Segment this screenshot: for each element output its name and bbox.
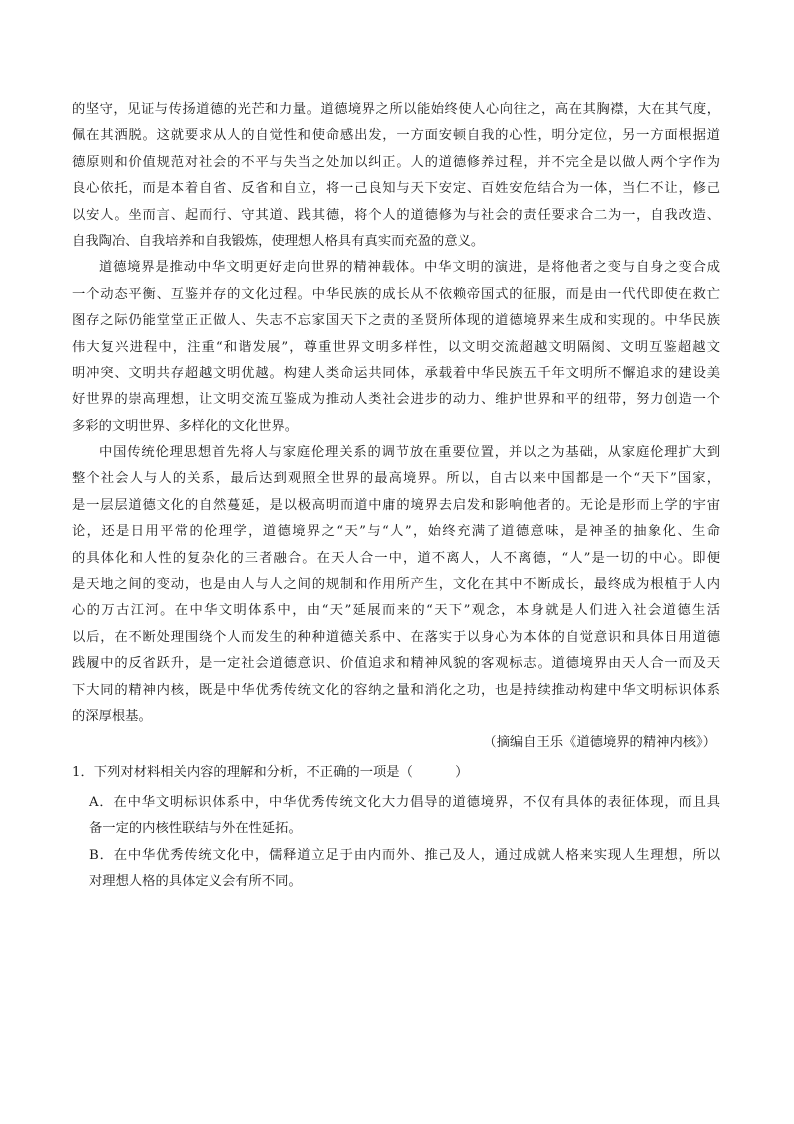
paragraph-1 [72,97,720,255]
text-line: 践履中的反省跃升，是一定社会道德意识、价值追求和精神风貌的客观标志。道德境界由天人合一而及天 [72,656,720,672]
text-line: 好世界的崇高理想，让文明交流互鉴成为推动人类社会进步的动力、维护世界和平的纽带，努力创造一个 [72,392,720,408]
question-1 [72,760,720,896]
text-line: 的深厚根基。 [72,708,152,724]
text-line: 的坚守，见证与传扬道德的光芒和力量。道德境界之所以能始终使人心向往之，高在其胸襟，大在其气度， [72,102,720,117]
option-a-line: A．在中华文明标识体系中，中华优秀传统文化大力倡导的道德境界，不仅有具体的表征体现，而且具 [89,794,720,810]
option-a-line: 备一定的内核性联结与外在性延拓。 [89,821,302,837]
text-line: 多彩的文明世界、多样化的文化世界。 [72,418,299,434]
text-line: 德原则和价值规范对社会的不平与失当之处加以纠正。人的道德修养过程，并不完全是以做人两个字作为 [72,154,720,170]
question-stem: 1．下列对材料相关内容的理解和分析，不正确的一项是（ ） [72,764,469,780]
text-line: 以安人。坐而言、起而行、守其道、践其德，将个人的道德修为与社会的责任要求合二为一，自我改造、 [72,207,720,223]
text-line: 道德境界是推动中华文明更好走向世界的精神载体。中华文明的演进，是将他者之变与自身之变合成 [99,260,720,276]
text-line: 论，还是日用平常的伦理学，道德境界之“天”与“人”，始终充满了道德意味，是神圣的抽象化、生命 [72,524,720,540]
paragraph-3 [72,440,720,730]
text-line: 下大同的精神内核，既是中华优秀传统文化的容纳之量和消化之功，也是持续推动构建中华文明标识体系 [72,682,720,698]
paragraph-2 [72,255,720,440]
text-line: 中国传统伦理思想首先将人与家庭伦理关系的调节放在重要位置，并以之为基础，从家庭伦理扩大到 [99,445,720,461]
text-line: 一个动态平衡、互鉴并存的文化过程。中华民族的成长从不依赖帝国式的征服，而是由一代代即使在救亡 [72,286,720,302]
option-a[interactable] [72,790,720,843]
text-line: 图存之际仍能堂堂正正做人、失志不忘家国天下之责的圣贤所体现的道德境界来生成和实现的。中华民族 [72,313,720,329]
text-line: 整个社会人与人的关系，最后达到观照全世界的最高境界。所以，自古以来中国都是一个“天下”国家， [72,471,720,487]
text-line: 明冲突、文明共存超越文明优越。构建人类命运共同体，承载着中华民族五千年文明所不懈追求的建设美 [72,365,720,381]
text-line: 的具体化和人性的复杂化的三者融合。在天人合一中，道不离人，人不离德，“人”是一切的中心。即便 [72,550,720,566]
text-line: 伟大复兴进程中，注重“和谐发展”，尊重世界文明多样性，以文明交流超越文明隔阂、文明互鉴超越文 [72,339,720,355]
text-line: 良心依托，而是本着自省、反省和自立，将一己良知与天下安定、百姓安危结合为一体，当仁不让，修己 [72,181,720,197]
text-line: 心的万古江河。在中华文明体系中，由“天”延展而来的“天下”观念，本身就是人们进入社会道德生活 [72,603,720,619]
text-line: 是天地之间的变动，也是由人与人之间的规制和作用所产生，文化在其中不断成长，最终成为根植于人内 [72,577,720,593]
option-b-line: 对理想人格的具体定义会有所不同。 [89,873,302,889]
option-b[interactable] [72,843,720,896]
text-line: 以后，在不断处理围绕个人而发生的种种道德关系中、在落实于以身心为本体的自觉意识和具体日用道德 [72,629,720,645]
text-line: 自我陶冶、自我培养和自我锻炼，使理想人格具有真实而充盈的意义。 [72,233,485,249]
document-page [72,97,720,895]
text-line: 佩在其洒脱。这就要求从人的自觉性和使命感出发，一方面安顿自我的心性，明分定位，另一方面根据道 [72,128,720,144]
source-citation: （摘编自王乐《道德境界的精神内核》） [483,735,716,751]
text-line: 是一层层道德文化的自然蔓延，是以极高明而道中庸的境界去启发和影响他者的。无论是形而上学的宇宙 [72,497,720,513]
option-b-line: B．在中华优秀传统文化中，儒释道立足于由内而外、推己及人，通过成就人格来实现人生理想，所以 [89,847,720,863]
